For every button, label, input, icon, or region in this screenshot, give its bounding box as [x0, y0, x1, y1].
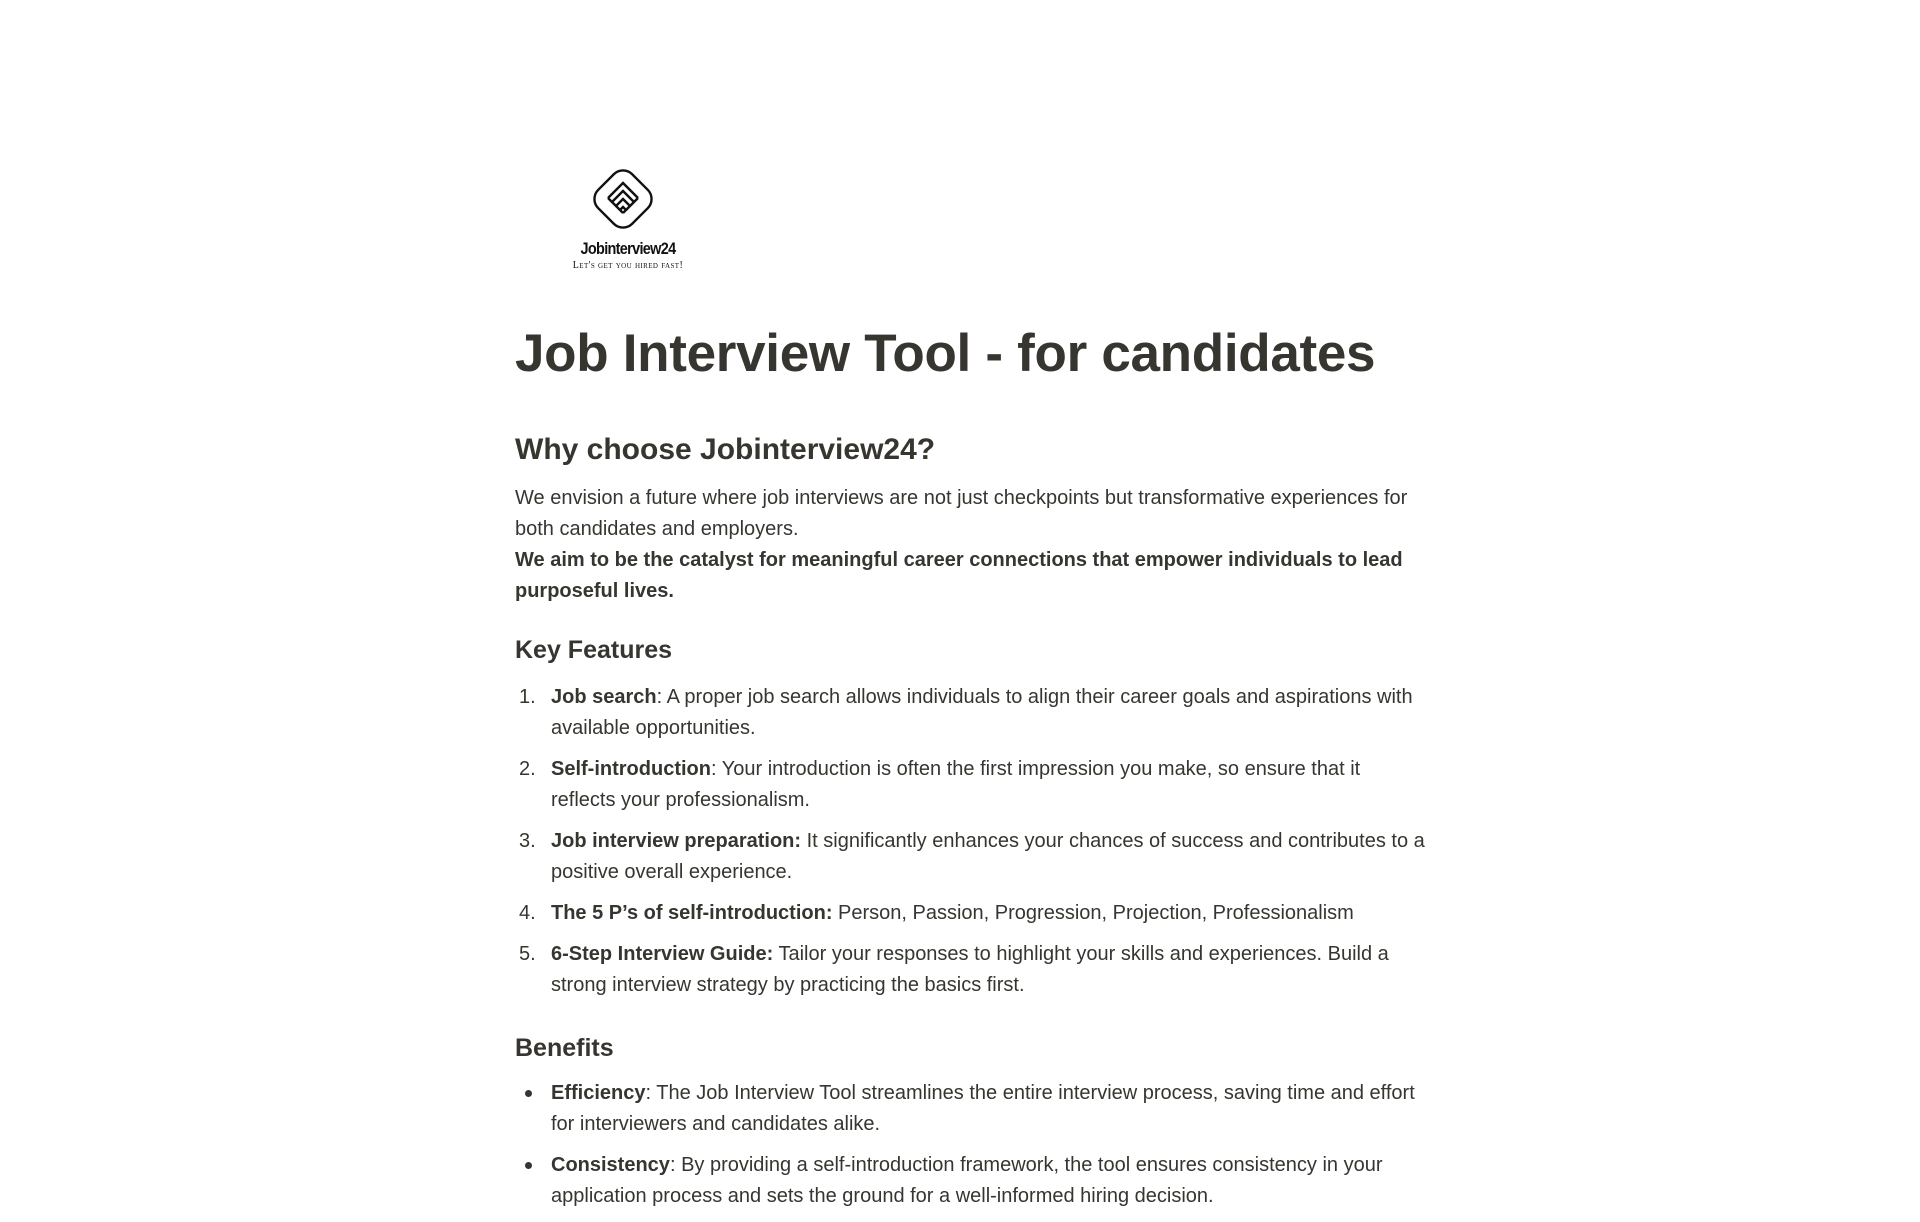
feature-label: Job interview preparation:: [551, 830, 802, 852]
benefits-list: [515, 1078, 1430, 1222]
separator: :: [645, 1082, 657, 1104]
feature-text: A proper job search allows individuals to align their career goals and aspirations with available opportunities.: [551, 686, 1413, 739]
bullet-icon: [525, 1162, 532, 1169]
benefit-label: Efficiency: [551, 1082, 646, 1104]
feature-item: [515, 682, 1430, 744]
feature-item: [515, 898, 1430, 929]
list-number: 1.: [519, 686, 536, 708]
features-list: [515, 682, 1430, 1011]
list-number: 3.: [519, 830, 536, 852]
logo-tagline: Let's get you hired fast!: [572, 260, 684, 271]
page-title: Job Interview Tool - for candidates: [515, 324, 1376, 383]
list-number: 4.: [519, 902, 536, 924]
separator: :: [656, 686, 667, 708]
vision-paragraph: We envision a future where job interviews are not just checkpoints but transformative experiences for both candidates and employers.: [515, 487, 1408, 540]
feature-text: Tailor your responses to highlight your skills and experiences. Build a strong interview strategy by practicing the basics first.: [551, 943, 1389, 996]
benefit-label: Consistency: [551, 1154, 670, 1176]
feature-item: [515, 754, 1430, 816]
heading-why-choose: Why choose Jobinterview24?: [515, 433, 936, 466]
separator: :: [710, 758, 722, 780]
logo-diamond-icon: [582, 158, 664, 240]
benefit-item: [515, 1150, 1430, 1212]
feature-text: Your introduction is often the first impression you make, so ensure that it reflects your professionalism.: [551, 758, 1361, 811]
heading-key-features: Key Features: [515, 636, 673, 664]
feature-item: [515, 826, 1430, 888]
benefit-text: The Job Interview Tool streamlines the entire interview process, saving time and effort for interviewers and candidates alike.: [551, 1082, 1415, 1135]
feature-label: The 5 P’s of self-introduction:: [551, 902, 833, 924]
feature-text: It significantly enhances your chances of success and contributes to a positive overall experience.: [551, 830, 1425, 883]
list-number: 2.: [519, 758, 536, 780]
bullet-icon: [525, 1090, 532, 1097]
heading-benefits: Benefits: [515, 1034, 614, 1062]
mission-paragraph: We aim to be the catalyst for meaningful career connections that empower individuals to lead purposeful lives.: [515, 549, 1403, 602]
logo-name: Jobinterview24: [580, 239, 676, 258]
feature-label: Self-introduction: [551, 758, 711, 780]
feature-label: Job search: [551, 686, 657, 708]
separator: :: [669, 1154, 682, 1176]
benefit-text: By providing a self-introduction framework, the tool ensures consistency in your application process and sets the ground for a well-informed hiring decision.: [551, 1154, 1383, 1207]
benefit-item: [515, 1078, 1430, 1140]
brand-logo: [535, 155, 685, 275]
feature-text: Person, Passion, Progression, Projection, Professionalism: [838, 902, 1354, 924]
feature-item: [515, 939, 1430, 1001]
feature-label: 6-Step Interview Guide:: [551, 943, 774, 965]
list-number: 5.: [519, 943, 536, 965]
